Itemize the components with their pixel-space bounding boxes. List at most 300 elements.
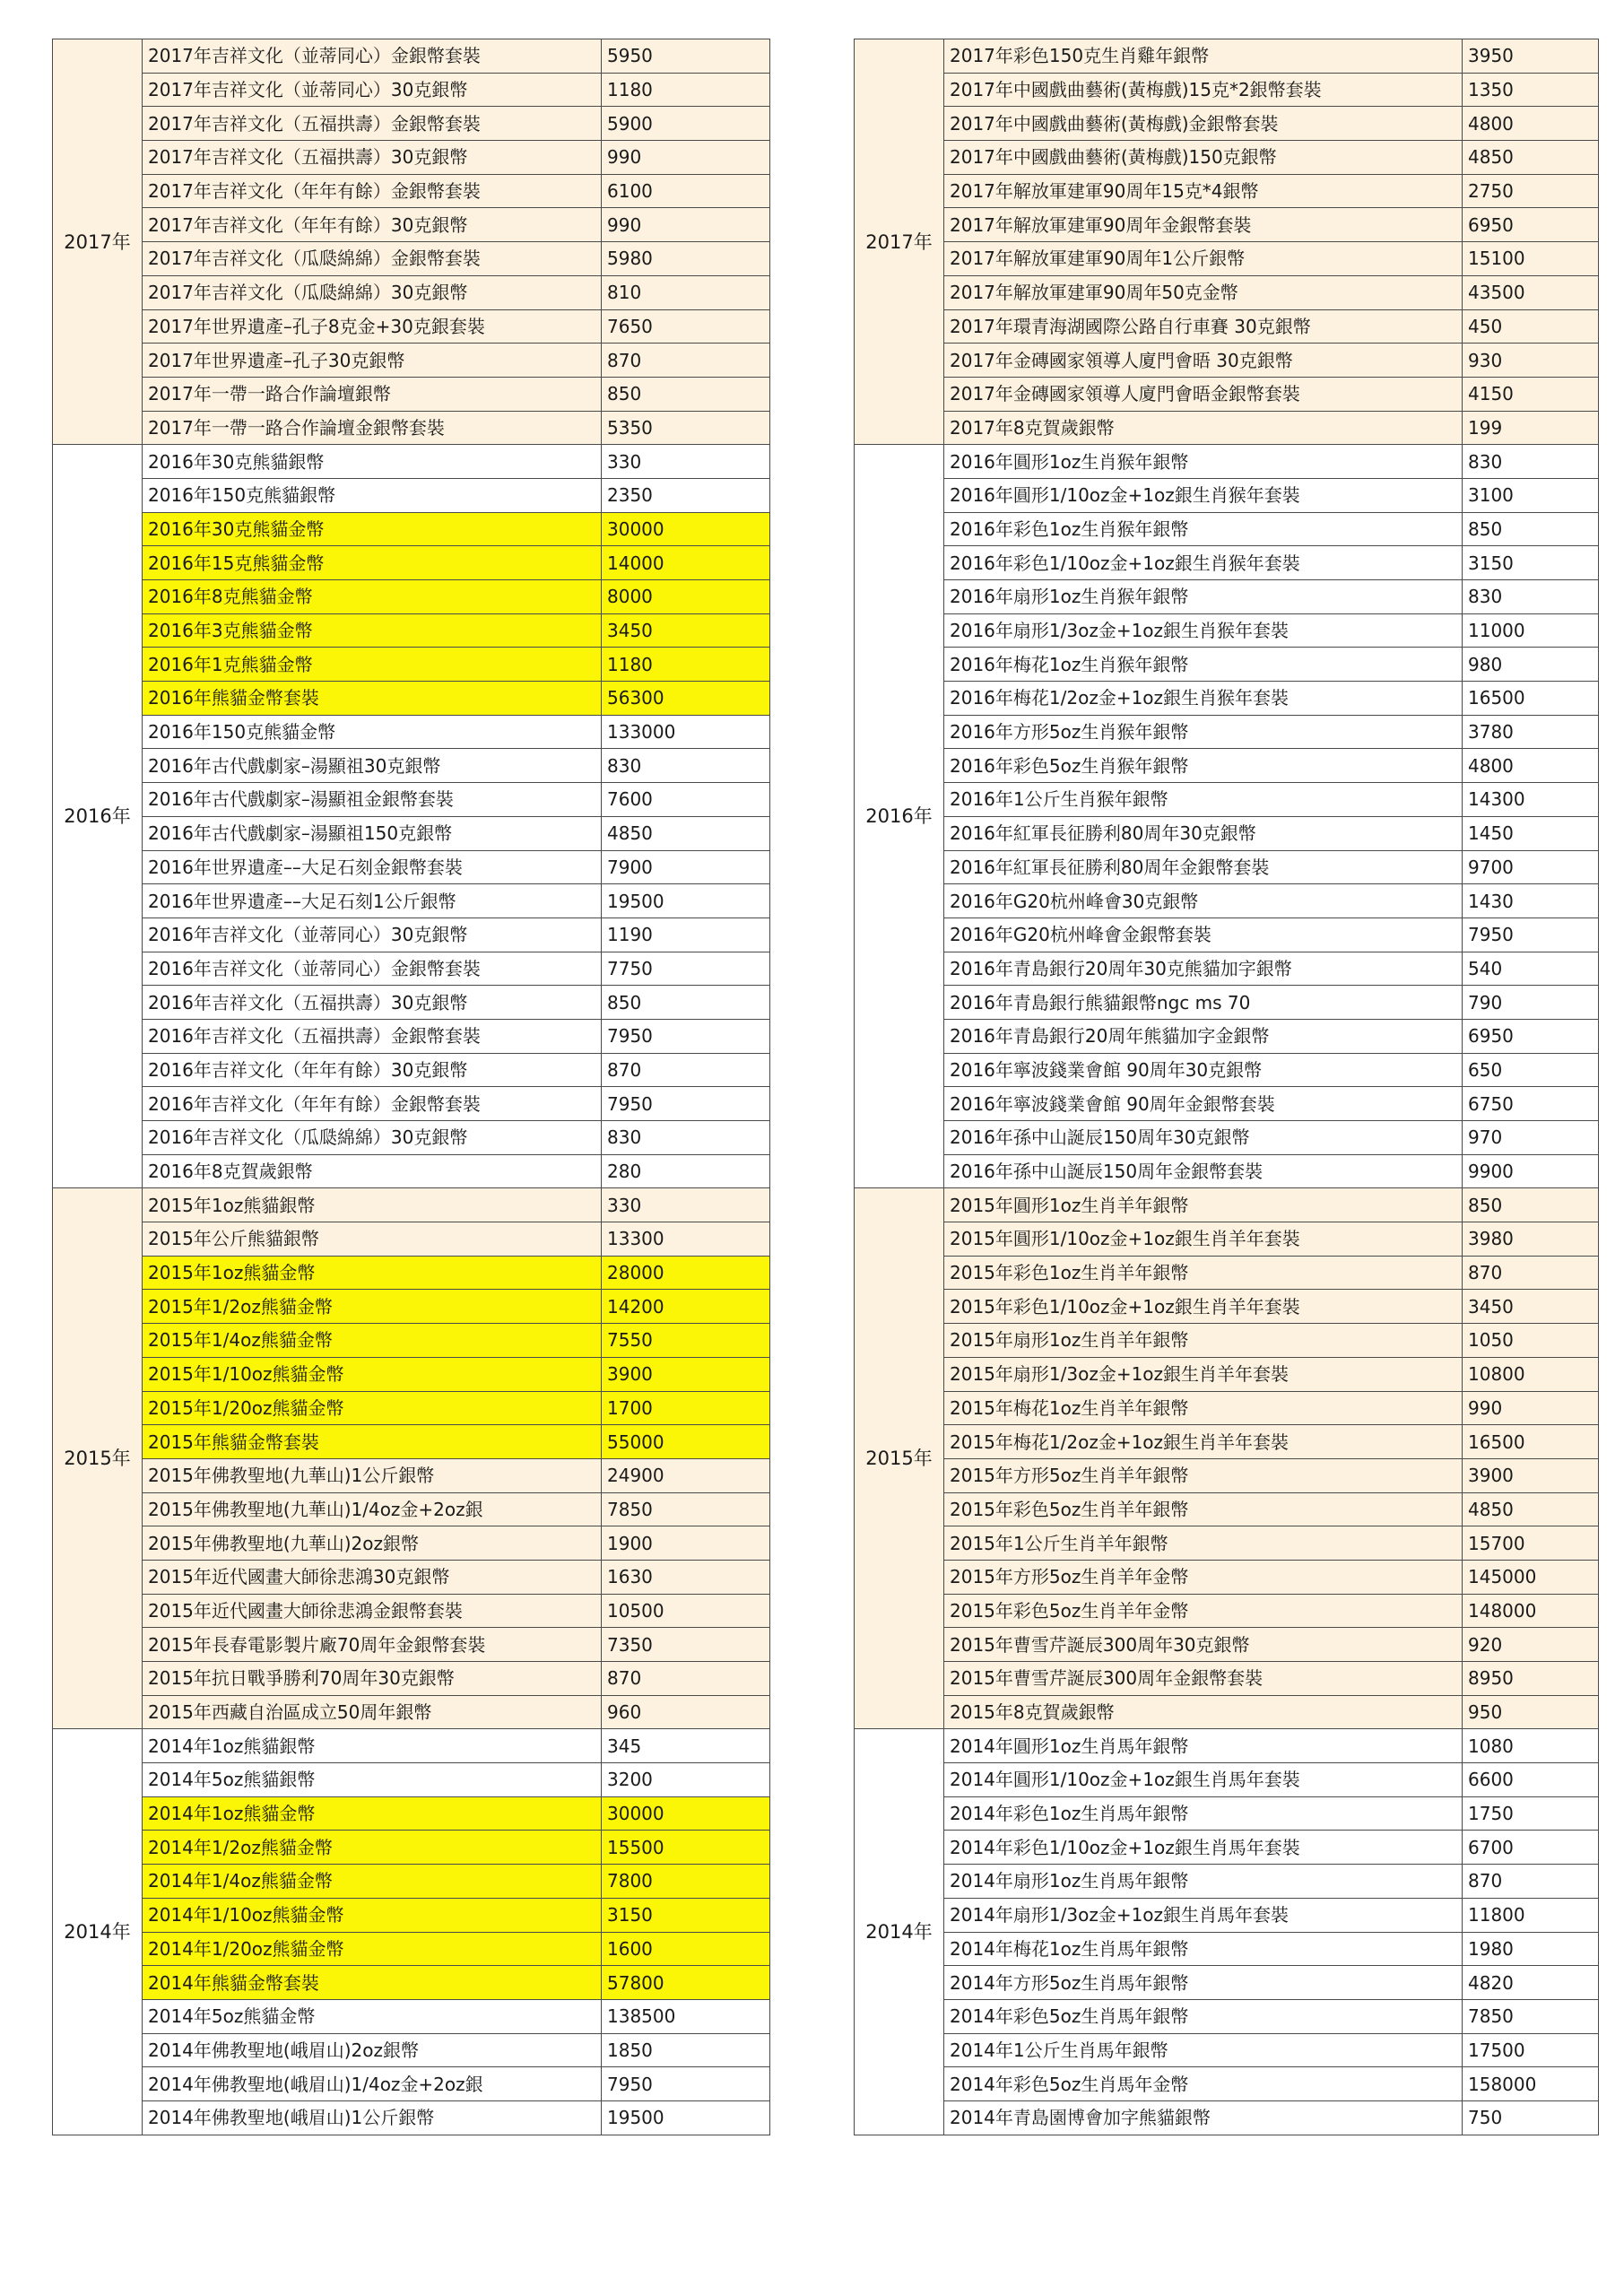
item-price: 3150: [602, 1898, 770, 1932]
table-row: [53, 749, 770, 783]
table-row: [855, 850, 1599, 884]
table-row: [53, 445, 770, 479]
table-row: [53, 1425, 770, 1459]
item-price: 870: [1463, 1256, 1599, 1290]
table-row: [53, 107, 770, 141]
item-price: 7950: [602, 2067, 770, 2101]
item-price: 145000: [1463, 1560, 1599, 1594]
item-name: 2016年圓形1oz生肖猴年銀幣: [944, 445, 1463, 479]
table-row: [53, 1932, 770, 1966]
item-price: 950: [1463, 1695, 1599, 1729]
item-price: 980: [1463, 648, 1599, 682]
item-name: 2016年吉祥文化（瓜瓞綿綿）30克銀幣: [143, 1121, 602, 1155]
table-row: [53, 1121, 770, 1155]
item-price: 7350: [602, 1628, 770, 1662]
item-price: 6750: [1463, 1087, 1599, 1121]
table-row: [53, 1526, 770, 1561]
item-price: 3200: [602, 1763, 770, 1797]
table-row: [53, 1662, 770, 1696]
item-name: 2017年中國戲曲藝術(黃梅戲)150克銀幣: [944, 141, 1463, 175]
table-row: [53, 580, 770, 614]
item-price: 16500: [1463, 1425, 1599, 1459]
item-price: 1050: [1463, 1324, 1599, 1358]
table-row: [855, 275, 1599, 309]
table-row: [855, 682, 1599, 716]
item-name: 2015年圓形1/10oz金+1oz銀生肖羊年套裝: [944, 1222, 1463, 1257]
table-row: [855, 2067, 1599, 2101]
item-price: 7750: [602, 952, 770, 986]
table-row: [855, 1425, 1599, 1459]
item-name: 2015年1/20oz熊貓金幣: [143, 1391, 602, 1425]
year-label: 2016年: [855, 445, 944, 1188]
item-name: 2015年8克賀歲銀幣: [944, 1695, 1463, 1729]
item-price: 55000: [602, 1425, 770, 1459]
item-name: 2014年佛教聖地(峨眉山)2oz銀幣: [143, 2033, 602, 2067]
table-row: [855, 107, 1599, 141]
item-name: 2015年1/10oz熊貓金幣: [143, 1357, 602, 1391]
item-price: 2350: [602, 478, 770, 512]
item-price: 9900: [1463, 1154, 1599, 1188]
item-name: 2014年1/4oz熊貓金幣: [143, 1865, 602, 1899]
table-row: [53, 377, 770, 411]
item-price: 17500: [1463, 2033, 1599, 2067]
item-price: 30000: [602, 1796, 770, 1831]
item-price: 9700: [1463, 850, 1599, 884]
table-row: [855, 242, 1599, 276]
table-row: [855, 1087, 1599, 1121]
item-price: 3150: [1463, 546, 1599, 580]
item-price: 11000: [1463, 613, 1599, 648]
item-price: 3950: [1463, 39, 1599, 74]
item-price: 330: [602, 1188, 770, 1222]
item-name: 2015年彩色5oz生肖羊年金幣: [944, 1594, 1463, 1628]
item-name: 2016年熊貓金幣套裝: [143, 682, 602, 716]
table-row: [855, 1019, 1599, 1053]
table-row: [53, 1763, 770, 1797]
item-name: 2014年彩色5oz生肖馬年金幣: [944, 2067, 1463, 2101]
item-name: 2015年梅花1oz生肖羊年銀幣: [944, 1391, 1463, 1425]
item-name: 2016年寧波錢業會館 90周年金銀幣套裝: [944, 1087, 1463, 1121]
item-name: 2016年彩色1/10oz金+1oz銀生肖猴年套裝: [944, 546, 1463, 580]
item-price: 960: [602, 1695, 770, 1729]
item-name: 2014年5oz熊貓銀幣: [143, 1763, 602, 1797]
item-name: 2016年孫中山誕辰150周年30克銀幣: [944, 1121, 1463, 1155]
table-row: [53, 1256, 770, 1290]
item-name: 2016年寧波錢業會館 90周年30克銀幣: [944, 1053, 1463, 1087]
table-row: [855, 208, 1599, 242]
item-name: 2015年佛教聖地(九華山)1/4oz金+2oz銀: [143, 1492, 602, 1526]
table-row: [855, 2100, 1599, 2135]
table-row: [53, 715, 770, 749]
table-row: [855, 952, 1599, 986]
item-name: 2016年G20杭州峰會金銀幣套裝: [944, 918, 1463, 952]
item-price: 6950: [1463, 208, 1599, 242]
item-price: 870: [602, 344, 770, 378]
item-name: 2015年1公斤生肖羊年銀幣: [944, 1526, 1463, 1561]
item-name: 2014年熊貓金幣套裝: [143, 1966, 602, 2000]
item-price: 930: [1463, 344, 1599, 378]
table-row: [53, 682, 770, 716]
item-price: 1630: [602, 1560, 770, 1594]
item-name: 2016年吉祥文化（五福拱壽）金銀幣套裝: [143, 1019, 602, 1053]
item-name: 2017年一帶一路合作論壇金銀幣套裝: [143, 411, 602, 445]
item-name: 2016年紅軍長征勝利80周年30克銀幣: [944, 816, 1463, 850]
item-name: 2017年解放軍建軍90周年15克*4銀幣: [944, 174, 1463, 208]
table-row: [53, 1966, 770, 2000]
item-price: 1450: [1463, 816, 1599, 850]
item-name: 2017年吉祥文化（瓜瓞綿綿）30克銀幣: [143, 275, 602, 309]
item-name: 2015年1/2oz熊貓金幣: [143, 1290, 602, 1324]
item-price: 7950: [602, 1019, 770, 1053]
item-name: 2014年1/2oz熊貓金幣: [143, 1831, 602, 1865]
table-row: [855, 1932, 1599, 1966]
table-row: [53, 986, 770, 1020]
item-price: 830: [602, 749, 770, 783]
item-name: 2015年彩色5oz生肖羊年銀幣: [944, 1492, 1463, 1526]
year-label: 2016年: [53, 445, 143, 1188]
item-name: 2016年世界遺產––大足石刻金銀幣套裝: [143, 850, 602, 884]
table-row: [855, 344, 1599, 378]
item-price: 16500: [1463, 682, 1599, 716]
item-price: 1750: [1463, 1796, 1599, 1831]
item-name: 2015年西藏自治區成立50周年銀幣: [143, 1695, 602, 1729]
item-price: 1190: [602, 918, 770, 952]
item-name: 2014年1oz熊貓銀幣: [143, 1729, 602, 1763]
table-row: [855, 1290, 1599, 1324]
table-row: [855, 986, 1599, 1020]
item-name: 2015年彩色1/10oz金+1oz銀生肖羊年套裝: [944, 1290, 1463, 1324]
item-price: 4820: [1463, 1966, 1599, 2000]
item-price: 8000: [602, 580, 770, 614]
table-row: [53, 1087, 770, 1121]
item-price: 1900: [602, 1526, 770, 1561]
item-price: 15100: [1463, 242, 1599, 276]
table-row: [53, 952, 770, 986]
item-name: 2016年扇形1oz生肖猴年銀幣: [944, 580, 1463, 614]
table-row: [855, 918, 1599, 952]
item-name: 2016年吉祥文化（並蒂同心）金銀幣套裝: [143, 952, 602, 986]
table-row: [855, 1594, 1599, 1628]
item-price: 13300: [602, 1222, 770, 1257]
item-price: 850: [602, 986, 770, 1020]
table-row: [53, 1458, 770, 1492]
item-name: 2016年8克熊貓金幣: [143, 580, 602, 614]
table-row: [855, 73, 1599, 107]
item-name: 2016年G20杭州峰會30克銀幣: [944, 884, 1463, 918]
item-name: 2017年吉祥文化（並蒂同心）30克銀幣: [143, 73, 602, 107]
item-price: 138500: [602, 1999, 770, 2033]
item-price: 920: [1463, 1628, 1599, 1662]
item-name: 2016年15克熊貓金幣: [143, 546, 602, 580]
table-row: [855, 884, 1599, 918]
item-price: 990: [602, 208, 770, 242]
item-price: 970: [1463, 1121, 1599, 1155]
table-row: [855, 1763, 1599, 1797]
table-row: [855, 546, 1599, 580]
table-row: [53, 816, 770, 850]
item-name: 2016年3克熊貓金幣: [143, 613, 602, 648]
item-price: 4850: [602, 816, 770, 850]
item-name: 2015年扇形1/3oz金+1oz銀生肖羊年套裝: [944, 1357, 1463, 1391]
item-price: 4800: [1463, 749, 1599, 783]
year-label: 2017年: [855, 39, 944, 445]
item-name: 2016年梅花1oz生肖猴年銀幣: [944, 648, 1463, 682]
table-row: [855, 1053, 1599, 1087]
item-name: 2015年梅花1/2oz金+1oz銀生肖羊年套裝: [944, 1425, 1463, 1459]
table-row: [855, 749, 1599, 783]
table-row: [855, 1526, 1599, 1561]
item-price: 1350: [1463, 73, 1599, 107]
table-row: [53, 275, 770, 309]
item-name: 2016年150克熊貓銀幣: [143, 478, 602, 512]
item-name: 2017年一帶一路合作論壇銀幣: [143, 377, 602, 411]
table-row: [53, 242, 770, 276]
table-row: [53, 2100, 770, 2135]
table-row: [855, 1865, 1599, 1899]
item-name: 2014年彩色5oz生肖馬年銀幣: [944, 1999, 1463, 2033]
table-row: [855, 1492, 1599, 1526]
item-name: 2016年青島銀行20周年熊貓加字金銀幣: [944, 1019, 1463, 1053]
table-row: [53, 1831, 770, 1865]
item-price: 280: [602, 1154, 770, 1188]
item-name: 2015年熊貓金幣套裝: [143, 1425, 602, 1459]
table-row: [855, 1796, 1599, 1831]
item-name: 2014年方形5oz生肖馬年銀幣: [944, 1966, 1463, 2000]
item-price: 14300: [1463, 783, 1599, 817]
item-name: 2016年吉祥文化（五福拱壽）30克銀幣: [143, 986, 602, 1020]
item-price: 10500: [602, 1594, 770, 1628]
table-row: [53, 208, 770, 242]
item-price: 24900: [602, 1458, 770, 1492]
item-name: 2016年吉祥文化（年年有餘）金銀幣套裝: [143, 1087, 602, 1121]
item-price: 5900: [602, 107, 770, 141]
item-price: 3780: [1463, 715, 1599, 749]
item-name: 2016年彩色1oz生肖猴年銀幣: [944, 512, 1463, 546]
year-label: 2017年: [53, 39, 143, 445]
table-row: [855, 1222, 1599, 1257]
table-row: [53, 546, 770, 580]
item-price: 57800: [602, 1966, 770, 2000]
table-row: [53, 309, 770, 344]
item-price: 1430: [1463, 884, 1599, 918]
item-price: 1180: [602, 73, 770, 107]
item-price: 3100: [1463, 478, 1599, 512]
item-price: 19500: [602, 2100, 770, 2135]
table-row: [53, 1560, 770, 1594]
item-name: 2016年1克熊貓金幣: [143, 648, 602, 682]
year-label: 2015年: [855, 1188, 944, 1729]
item-name: 2016年古代戲劇家–湯顯祖150克銀幣: [143, 816, 602, 850]
table-row: [855, 715, 1599, 749]
table-row: [855, 1695, 1599, 1729]
item-name: 2015年方形5oz生肖羊年銀幣: [944, 1458, 1463, 1492]
item-name: 2017年解放軍建軍90周年金銀幣套裝: [944, 208, 1463, 242]
item-price: 990: [1463, 1391, 1599, 1425]
item-name: 2017年解放軍建軍90周年50克金幣: [944, 275, 1463, 309]
table-row: [855, 1357, 1599, 1391]
item-name: 2015年公斤熊貓銀幣: [143, 1222, 602, 1257]
item-name: 2016年青島銀行熊貓銀幣ngc ms 70: [944, 986, 1463, 1020]
item-name: 2017年彩色150克生肖雞年銀幣: [944, 39, 1463, 74]
table-row: [53, 1290, 770, 1324]
table-row: [855, 478, 1599, 512]
item-name: 2016年梅花1/2oz金+1oz銀生肖猴年套裝: [944, 682, 1463, 716]
table-row: [53, 613, 770, 648]
item-name: 2014年佛教聖地(峨眉山)1公斤銀幣: [143, 2100, 602, 2135]
item-name: 2017年環青海湖國際公路自行車賽 30克銀幣: [944, 309, 1463, 344]
item-name: 2014年梅花1oz生肖馬年銀幣: [944, 1932, 1463, 1966]
table-row: [53, 1695, 770, 1729]
table-row: [855, 445, 1599, 479]
table-row: [53, 1324, 770, 1358]
table-row: [53, 174, 770, 208]
item-price: 158000: [1463, 2067, 1599, 2101]
item-price: 1850: [602, 2033, 770, 2067]
table-row: [855, 648, 1599, 682]
table-row: [53, 1999, 770, 2033]
item-price: 43500: [1463, 275, 1599, 309]
item-name: 2015年近代國畫大師徐悲鴻30克銀幣: [143, 1560, 602, 1594]
item-name: 2015年曹雪芹誕辰300周年金銀幣套裝: [944, 1662, 1463, 1696]
item-price: 850: [1463, 512, 1599, 546]
item-name: 2016年古代戲劇家–湯顯祖30克銀幣: [143, 749, 602, 783]
item-price: 6950: [1463, 1019, 1599, 1053]
item-price: 15700: [1463, 1526, 1599, 1561]
item-price: 345: [602, 1729, 770, 1763]
item-price: 8950: [1463, 1662, 1599, 1696]
table-row: [53, 1357, 770, 1391]
table-row: [53, 141, 770, 175]
item-price: 7950: [602, 1087, 770, 1121]
table-row: [53, 884, 770, 918]
item-price: 750: [1463, 2100, 1599, 2135]
table-row: [855, 174, 1599, 208]
table-row: [855, 512, 1599, 546]
item-name: 2017年世界遺產–孔子8克金+30克銀套裝: [143, 309, 602, 344]
item-price: 7550: [602, 1324, 770, 1358]
table-row: [53, 1628, 770, 1662]
item-price: 15500: [602, 1831, 770, 1865]
item-name: 2015年1oz熊貓銀幣: [143, 1188, 602, 1222]
item-name: 2014年1公斤生肖馬年銀幣: [944, 2033, 1463, 2067]
item-name: 2017年吉祥文化（五福拱壽）金銀幣套裝: [143, 107, 602, 141]
item-name: 2015年圓形1oz生肖羊年銀幣: [944, 1188, 1463, 1222]
item-name: 2016年吉祥文化（年年有餘）30克銀幣: [143, 1053, 602, 1087]
item-price: 2750: [1463, 174, 1599, 208]
item-price: 28000: [602, 1256, 770, 1290]
table-row: [855, 309, 1599, 344]
item-name: 2014年扇形1/3oz金+1oz銀生肖馬年套裝: [944, 1898, 1463, 1932]
item-name: 2016年1公斤生肖猴年銀幣: [944, 783, 1463, 817]
item-price: 5980: [602, 242, 770, 276]
item-price: 3900: [1463, 1458, 1599, 1492]
table-row: [855, 1324, 1599, 1358]
item-price: 1600: [602, 1932, 770, 1966]
item-name: 2017年吉祥文化（瓜瓞綿綿）金銀幣套裝: [143, 242, 602, 276]
item-price: 870: [602, 1053, 770, 1087]
item-name: 2015年1oz熊貓金幣: [143, 1256, 602, 1290]
table-row: [855, 1999, 1599, 2033]
item-name: 2014年青島園博會加字熊貓銀幣: [944, 2100, 1463, 2135]
item-name: 2015年近代國畫大師徐悲鴻金銀幣套裝: [143, 1594, 602, 1628]
item-price: 4150: [1463, 377, 1599, 411]
item-name: 2016年8克賀歲銀幣: [143, 1154, 602, 1188]
item-price: 990: [602, 141, 770, 175]
table-row: [53, 850, 770, 884]
year-label: 2014年: [855, 1729, 944, 2135]
item-price: 830: [1463, 445, 1599, 479]
table-row: [53, 1492, 770, 1526]
item-name: 2016年30克熊貓銀幣: [143, 445, 602, 479]
item-name: 2017年金磚國家領導人廈門會晤金銀幣套裝: [944, 377, 1463, 411]
table-row: [855, 1154, 1599, 1188]
item-name: 2014年1/20oz熊貓金幣: [143, 1932, 602, 1966]
item-price: 3450: [1463, 1290, 1599, 1324]
table-row: [53, 2067, 770, 2101]
item-name: 2014年圓形1oz生肖馬年銀幣: [944, 1729, 1463, 1763]
item-name: 2017年金磚國家領導人廈門會晤 30克銀幣: [944, 344, 1463, 378]
item-price: 1180: [602, 648, 770, 682]
table-row: [855, 1256, 1599, 1290]
table-row: [855, 1729, 1599, 1763]
item-price: 790: [1463, 986, 1599, 1020]
item-price: 6600: [1463, 1763, 1599, 1797]
table-row: [855, 411, 1599, 445]
item-name: 2015年抗日戰爭勝利70周年30克銀幣: [143, 1662, 602, 1696]
item-name: 2015年扇形1oz生肖羊年銀幣: [944, 1324, 1463, 1358]
table-row: [53, 1188, 770, 1222]
table-row: [53, 512, 770, 546]
item-name: 2014年5oz熊貓金幣: [143, 1999, 602, 2033]
table-row: [53, 1729, 770, 1763]
table-row: [53, 1019, 770, 1053]
table-row: [855, 1662, 1599, 1696]
item-name: 2016年吉祥文化（並蒂同心）30克銀幣: [143, 918, 602, 952]
item-name: 2017年解放軍建軍90周年1公斤銀幣: [944, 242, 1463, 276]
item-name: 2016年青島銀行20周年30克熊貓加字銀幣: [944, 952, 1463, 986]
item-name: 2015年方形5oz生肖羊年金幣: [944, 1560, 1463, 1594]
item-price: 830: [602, 1121, 770, 1155]
item-name: 2017年吉祥文化（年年有餘）30克銀幣: [143, 208, 602, 242]
item-price: 810: [602, 275, 770, 309]
item-price: 870: [602, 1662, 770, 1696]
table-row: [855, 816, 1599, 850]
item-price: 6700: [1463, 1831, 1599, 1865]
item-price: 540: [1463, 952, 1599, 986]
item-price: 7800: [602, 1865, 770, 1899]
item-price: 1980: [1463, 1932, 1599, 1966]
item-price: 7650: [602, 309, 770, 344]
table-row: [855, 1121, 1599, 1155]
table-row: [53, 918, 770, 952]
item-name: 2014年彩色1/10oz金+1oz銀生肖馬年套裝: [944, 1831, 1463, 1865]
table-row: [855, 1188, 1599, 1222]
table-row: [855, 783, 1599, 817]
item-name: 2016年紅軍長征勝利80周年金銀幣套裝: [944, 850, 1463, 884]
table-row: [855, 1628, 1599, 1662]
item-price: 133000: [602, 715, 770, 749]
item-name: 2015年長春電影製片廠70周年金銀幣套裝: [143, 1628, 602, 1662]
item-name: 2016年扇形1/3oz金+1oz銀生肖猴年套裝: [944, 613, 1463, 648]
table-row: [855, 377, 1599, 411]
table-row: [855, 2033, 1599, 2067]
item-price: 3450: [602, 613, 770, 648]
item-price: 3900: [602, 1357, 770, 1391]
item-price: 5950: [602, 39, 770, 74]
item-name: 2017年世界遺產–孔子30克銀幣: [143, 344, 602, 378]
table-row: [53, 73, 770, 107]
item-name: 2015年彩色1oz生肖羊年銀幣: [944, 1256, 1463, 1290]
